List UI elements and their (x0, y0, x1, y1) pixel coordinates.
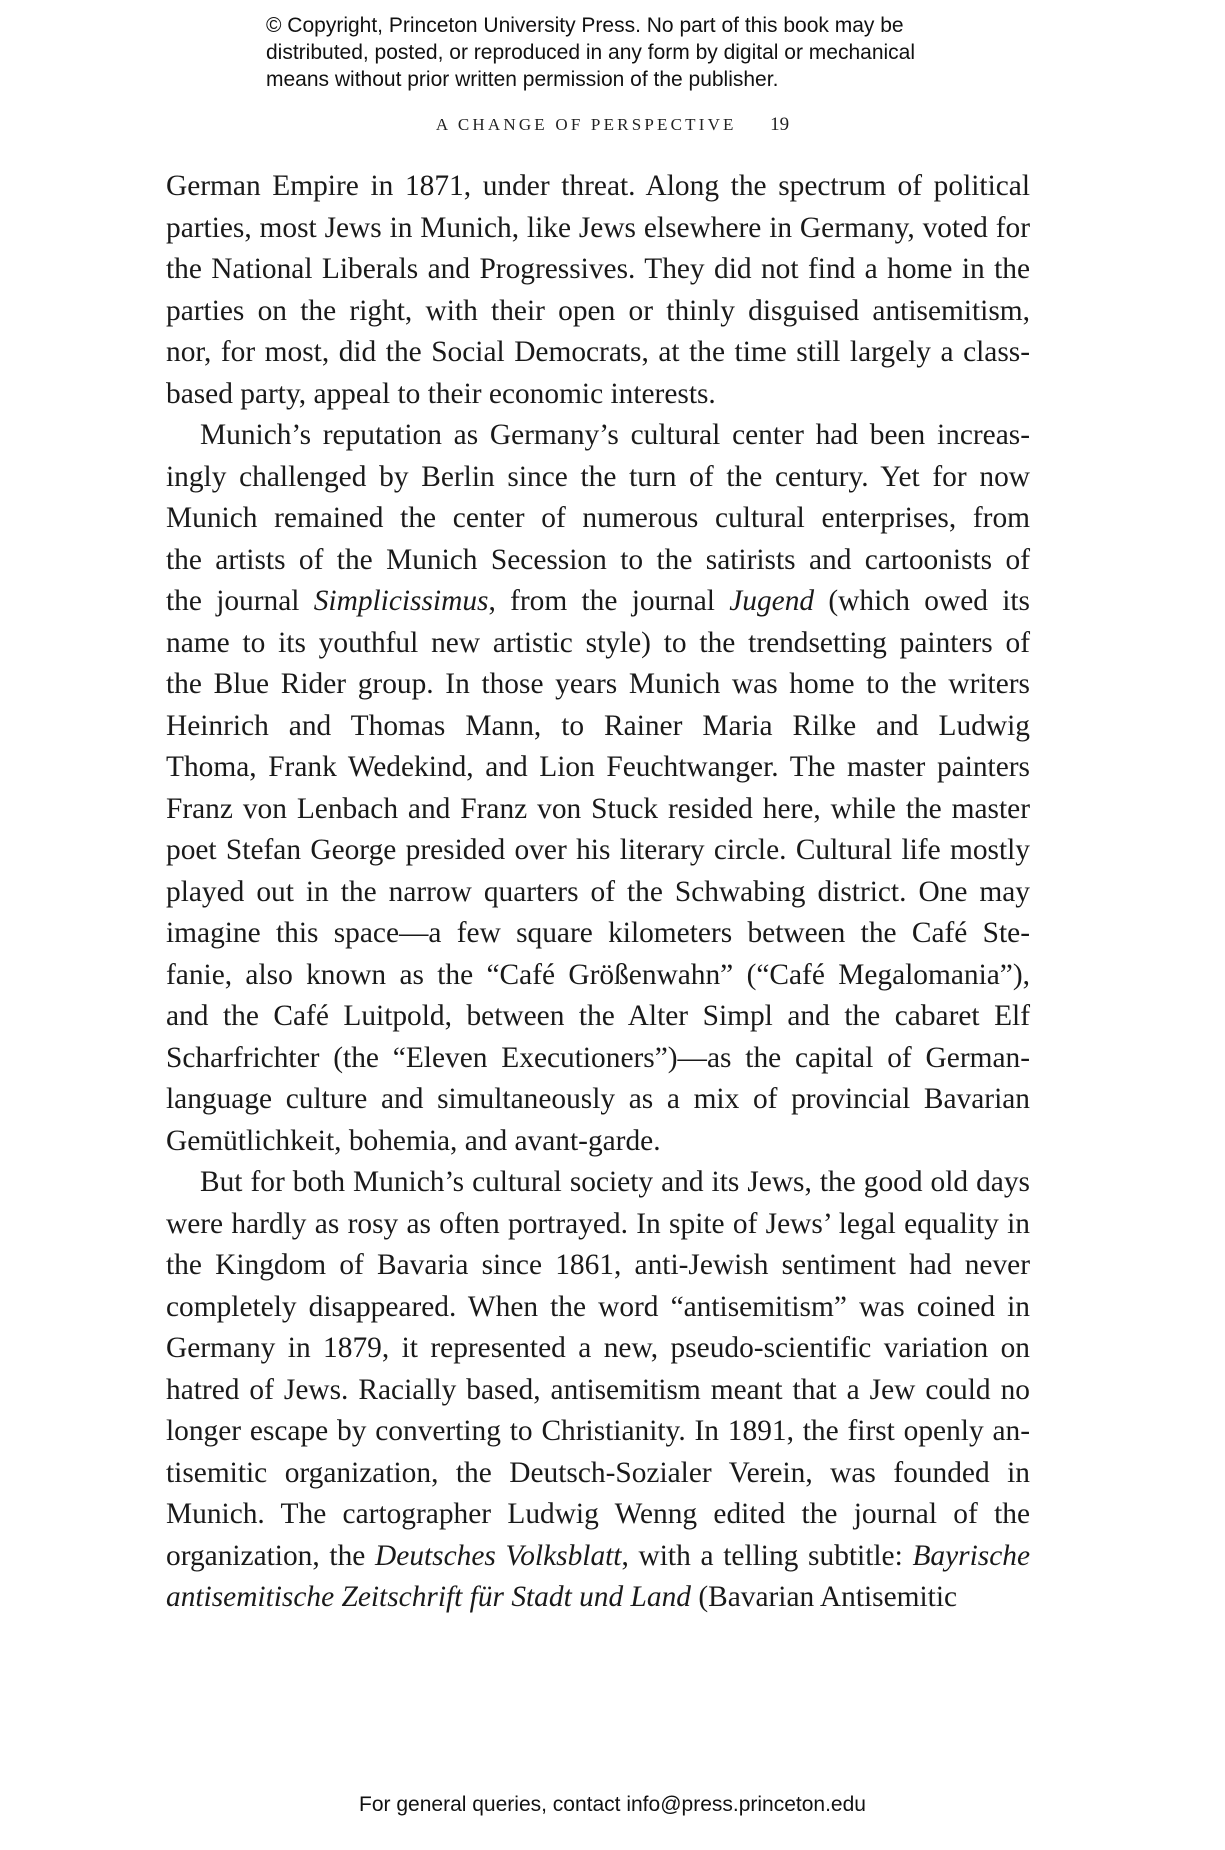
text-run: tisemitic organization, the Deutsch-Sozialer Verein, was founded in (166, 1456, 1030, 1489)
text-line (166, 664, 1030, 706)
text-line (166, 291, 1030, 333)
text-line (166, 581, 1030, 623)
text-run: Munich remained the center of numerous cultural enterprises, from (166, 502, 1030, 534)
text-line (166, 1245, 1030, 1287)
italic-text: antisemitische Zeitschrift für Stadt und Land (166, 1581, 691, 1613)
page-number: 19 (770, 114, 790, 135)
text-run: Franz von Lenbach and Franz von Stuck resided here, while the master (166, 792, 1030, 825)
paragraph (166, 1162, 1030, 1619)
text-line (166, 1079, 1030, 1121)
text-run: imagine this space—a few square kilometers between the Café Ste- (166, 917, 1030, 949)
text-run: organization, the (166, 1539, 376, 1572)
text-line (166, 1121, 1030, 1163)
text-line (166, 747, 1030, 789)
text-run: poet Stefan George presided over his literary circle. Cultural life mostly (166, 834, 1030, 866)
text-line (166, 1411, 1030, 1453)
text-line (166, 1536, 1030, 1578)
text-run: But for both Munich’s cultural society and its Jews, the good old days (200, 1166, 1030, 1198)
text-line (166, 955, 1030, 997)
text-run: completely disappeared. When the word “antisemitism” was coined in (166, 1290, 1030, 1323)
text-run: Heinrich and Thomas Mann, to Rainer Maria Rilke and Ludwig (166, 709, 1030, 742)
text-run: German Empire in 1871, under threat. Along the spectrum of political (166, 170, 1030, 202)
text-run: the Blue Rider group. In those years Munich was home to the writers (166, 668, 1030, 700)
text-line (166, 457, 1030, 499)
text-run: and the Café Luitpold, between the Alter Simpl and the cabaret Elf (166, 1000, 1030, 1032)
text-run: Gemütlichkeit, bohemia, and avant-garde. (166, 1124, 661, 1157)
text-line (166, 996, 1030, 1038)
text-line (166, 1494, 1030, 1536)
text-run: Thoma, Frank Wedekind, and Lion Feuchtwanger. The master painters (166, 751, 1030, 783)
text-line (166, 1577, 1030, 1619)
italic-text: Deutsches Volksblatt (375, 1539, 622, 1572)
text-line (166, 249, 1030, 291)
copyright-line: © Copyright, Princeton University Press. No part of this book may be (266, 14, 904, 37)
text-run: parties on the right, with their open or thinly disguised antisemitism, (166, 294, 1030, 327)
text-run: hatred of Jews. Racially based, antisemitism meant that a Jew could no (166, 1373, 1030, 1406)
text-line (166, 1162, 1030, 1204)
italic-text: Bayrische (912, 1539, 1030, 1572)
text-run: (which owed its (814, 585, 1030, 617)
text-run: fanie, also known as the “Café Größenwahn” (“Café Megalomania”), (166, 958, 1030, 991)
text-line (166, 1370, 1030, 1412)
running-head (0, 114, 1225, 136)
copyright-notice (266, 12, 1026, 93)
text-run: language culture and simultaneously as a mix of provincial Bavarian (166, 1083, 1030, 1115)
text-run: the journal (166, 585, 314, 617)
text-line (166, 1453, 1030, 1495)
text-run: parties, most Jews in Munich, like Jews elsewhere in Germany, voted for (166, 211, 1030, 244)
text-line (166, 789, 1030, 831)
text-run: were hardly as rosy as often portrayed. In spite of Jews’ legal equality in (166, 1207, 1030, 1240)
text-line (166, 208, 1030, 250)
text-line (166, 374, 1030, 416)
text-run: , with a telling subtitle: (621, 1539, 913, 1572)
text-run: Scharfrichter (the “Eleven Executioners”)—as the capital of German- (166, 1041, 1030, 1074)
text-line (166, 1287, 1030, 1329)
text-line (166, 1328, 1030, 1370)
chapter-title: A CHANGE OF PERSPECTIVE (435, 115, 737, 134)
text-line (166, 415, 1030, 457)
text-line (166, 1038, 1030, 1080)
text-line (166, 830, 1030, 872)
text-line (166, 332, 1030, 374)
text-line (166, 540, 1030, 582)
text-run: based party, appeal to their economic interests. (166, 377, 716, 410)
text-run: nor, for most, did the Social Democrats, at the time still largely a class- (166, 336, 1030, 368)
text-run: Munich. The cartographer Ludwig Wenng edited the journal of the (166, 1498, 1030, 1530)
italic-text: Jugend (729, 585, 815, 617)
text-line (166, 166, 1030, 208)
text-run: played out in the narrow quarters of the Schwabing district. One may (166, 875, 1030, 908)
body-text (166, 166, 1030, 1619)
text-line (166, 706, 1030, 748)
text-run: Germany in 1879, it represented a new, pseudo-scientific variation on (166, 1332, 1030, 1364)
text-line (166, 872, 1030, 914)
text-run: (Bavarian Antisemitic (690, 1581, 958, 1613)
text-run: ingly challenged by Berlin since the turn of the century. Yet for now (166, 460, 1030, 493)
text-line (166, 623, 1030, 665)
copyright-line: distributed, posted, or reproduced in any form by digital or mechanical (266, 41, 916, 64)
text-line (166, 1204, 1030, 1246)
text-run: , from the journal (488, 585, 730, 617)
text-run: the artists of the Munich Secession to the satirists and cartoonists of (166, 543, 1030, 576)
text-run: longer escape by converting to Christianity. In 1891, the first openly an- (166, 1415, 1030, 1447)
text-line (166, 498, 1030, 540)
paragraph (166, 166, 1030, 415)
text-run: name to its youthful new artistic style) to the trendsetting painters of (166, 626, 1030, 659)
text-run: the National Liberals and Progressives. They did not find a home in the (166, 253, 1030, 285)
footer-contact: For general queries, contact info@press.princeton.edu (359, 1793, 866, 1816)
copyright-line: means without prior written permission of the publisher. (266, 68, 779, 91)
paragraph (166, 415, 1030, 1162)
text-line (166, 913, 1030, 955)
text-run: the Kingdom of Bavaria since 1861, anti-Jewish sentiment had never (166, 1249, 1030, 1281)
text-run: Munich’s reputation as Germany’s cultural center had been increas- (200, 419, 1030, 451)
italic-text: Simplicissimus (313, 585, 489, 617)
